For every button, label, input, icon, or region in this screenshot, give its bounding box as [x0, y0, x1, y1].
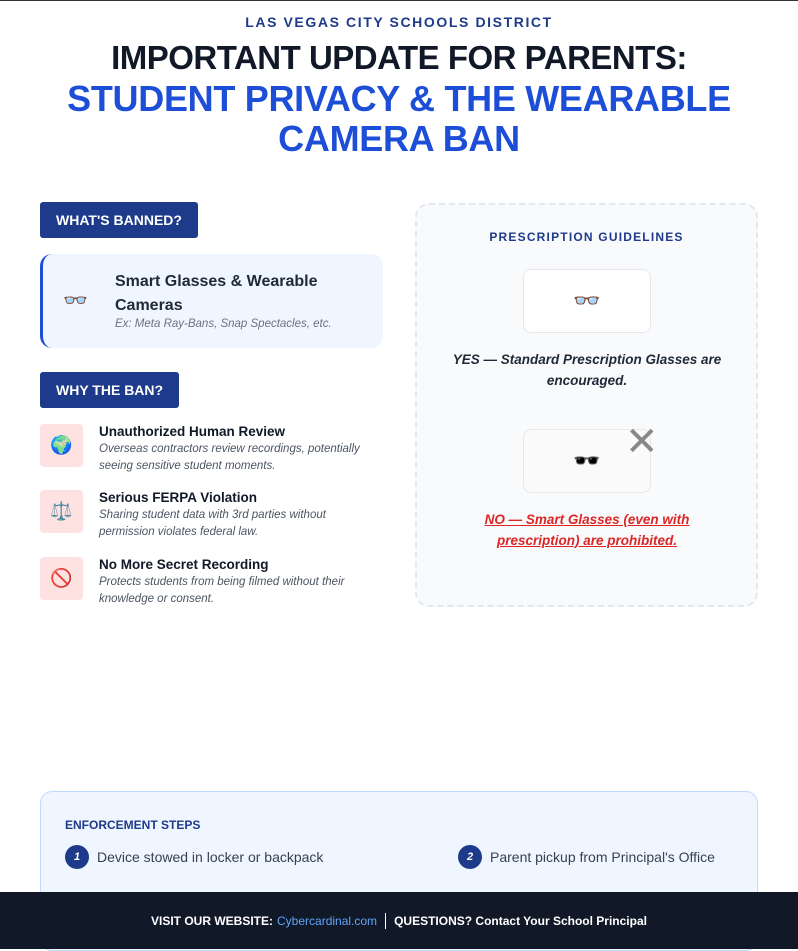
- x-mark-icon: ✕: [625, 420, 659, 464]
- prescription-guidelines-panel: [415, 203, 758, 607]
- enforcement-title: ENFORCEMENT STEPS: [65, 818, 201, 832]
- reason-title: Unauthorized Human Review: [99, 424, 286, 439]
- district-name: LAS VEGAS CITY SCHOOLS DISTRICT: [245, 14, 553, 30]
- reason-item: [40, 424, 390, 474]
- reason-item: [40, 557, 390, 607]
- reason-item: [40, 490, 390, 540]
- no-text: NO — Smart Glasses (even with prescription) are prohibited.: [484, 512, 690, 548]
- website-link[interactable]: Cybercardinal.com: [277, 913, 378, 928]
- visit-label: VISIT OUR WEBSITE:: [151, 913, 274, 928]
- page-title: IMPORTANT UPDATE FOR PARENTS:: [111, 39, 687, 76]
- reason-title: No More Secret Recording: [99, 557, 269, 572]
- banned-examples: Ex: Meta Ray-Bans, Snap Spectacles, etc.: [115, 318, 332, 330]
- glasses-icon: 👓: [63, 290, 88, 312]
- reason-desc: Overseas contractors review recordings, potentially seeing sensitive student moments.: [99, 443, 360, 472]
- step-item: [65, 845, 323, 869]
- sunglasses-icon: 🕶️: [523, 429, 651, 493]
- glasses-icon: 👓: [523, 269, 651, 333]
- divider: [385, 913, 386, 929]
- guidelines-title: PRESCRIPTION GUIDELINES: [489, 230, 684, 244]
- globe-icon: 🌍: [40, 424, 83, 467]
- reason-desc: Protects students from being filmed without their knowledge or consent.: [99, 576, 345, 605]
- reason-desc: Sharing student data with 3rd parties without permission violates federal law.: [99, 509, 326, 538]
- yes-text: YES — Standard Prescription Glasses are encouraged.: [452, 352, 722, 388]
- banned-card: [40, 254, 383, 348]
- why-ban-tag: WHY THE BAN?: [40, 372, 179, 408]
- reason-title: Serious FERPA Violation: [99, 490, 258, 505]
- prohibited-icon: 🚫: [40, 557, 83, 600]
- step-number: 2: [458, 845, 482, 869]
- banned-title: Smart Glasses & Wearable Cameras: [115, 273, 318, 314]
- step-item: [458, 845, 715, 869]
- scales-icon: ⚖️: [40, 490, 83, 533]
- step-text: Parent pickup from Principal's Office: [490, 849, 715, 865]
- page-subtitle: STUDENT PRIVACY & THE WEARABLE CAMERA BAN: [67, 78, 731, 159]
- step-number: 1: [65, 845, 89, 869]
- footer: [0, 892, 798, 949]
- whats-banned-tag: WHAT'S BANNED?: [40, 202, 198, 238]
- questions-text: QUESTIONS? Contact Your School Principal: [394, 913, 647, 928]
- step-text: Device stowed in locker or backpack: [97, 849, 324, 865]
